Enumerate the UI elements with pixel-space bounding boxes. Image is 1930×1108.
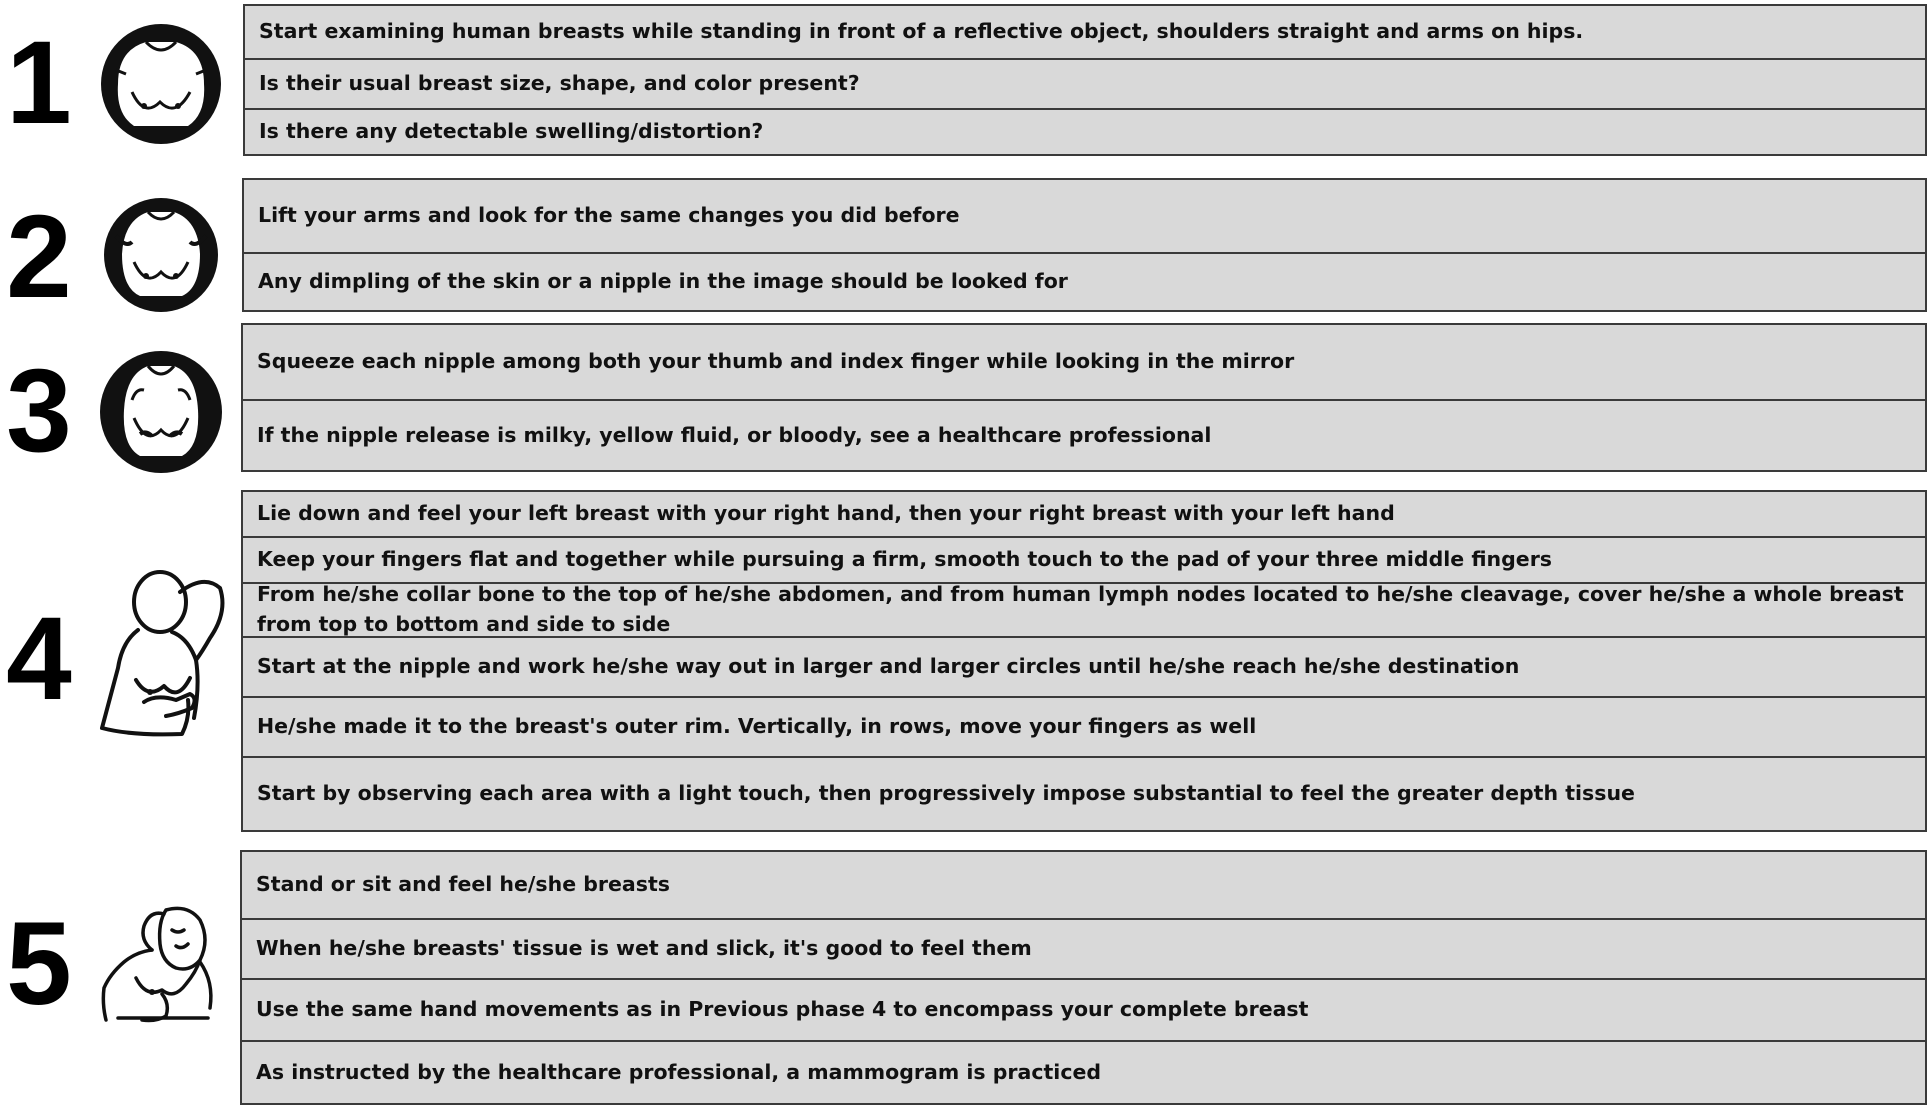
- standing-self-exam-icon: [96, 900, 224, 1024]
- instruction-row: From he/she collar bone to the top of he/she abdomen, and from human lymph nodes located to he/she cleavage, cover he/she a whole breast from top to bottom and side to side: [243, 582, 1925, 636]
- step-number-3: 3: [6, 345, 72, 477]
- instruction-row: Is there any detectable swelling/distortion?: [245, 108, 1925, 154]
- lying-down-self-exam-icon: [92, 568, 232, 744]
- step-4-instructions: [241, 490, 1927, 832]
- instruction-row: Any dimpling of the skin or a nipple in the image should be looked for: [244, 252, 1925, 310]
- instruction-row: Use the same hand movements as in Previous phase 4 to encompass your complete breast: [242, 978, 1925, 1040]
- instruction-row: Start examining human breasts while standing in front of a reflective object, shoulders straight and arms on hips.: [259, 19, 1584, 44]
- instruction-row: Is their usual breast size, shape, and color present?: [245, 58, 1925, 108]
- step-number-4: 4: [6, 593, 72, 725]
- step-number-1: 1: [6, 17, 72, 149]
- step-2-instructions: [242, 178, 1927, 312]
- step-number-2: 2: [6, 191, 72, 323]
- instruction-row: Lie down and feel your left breast with your right hand, then your right breast with your left hand: [257, 501, 1395, 526]
- instruction-row: As instructed by the healthcare professional, a mammogram is practiced: [242, 1040, 1925, 1103]
- step-1-instructions: [243, 4, 1927, 156]
- instruction-row: Squeeze each nipple among both your thumb and index finger while looking in the mirror: [257, 349, 1295, 374]
- step-3-instructions: [241, 323, 1927, 472]
- step-5-instructions: [240, 850, 1927, 1105]
- instruction-row: Keep your fingers flat and together while pursuing a firm, smooth touch to the pad of your three middle fingers: [243, 536, 1925, 582]
- instruction-row: Stand or sit and feel he/she breasts: [256, 872, 670, 897]
- instruction-row: Lift your arms and look for the same changes you did before: [258, 203, 960, 228]
- arms-raised-breasts-icon: [96, 196, 226, 314]
- step-number-5: 5: [6, 898, 72, 1030]
- instruction-row: When he/she breasts' tissue is wet and slick, it's good to feel them: [242, 918, 1925, 978]
- instruction-row: Start by observing each area with a light touch, then progressively impose substantial to feel the greater depth tissue: [243, 756, 1925, 830]
- instruction-row: He/she made it to the breast's outer rim. Vertically, in rows, move your fingers as well: [243, 696, 1925, 756]
- breasts-mirror-arms-on-hips-icon: [96, 22, 226, 146]
- squeeze-nipple-icon: [96, 348, 226, 476]
- instruction-row: Start at the nipple and work he/she way out in larger and larger circles until he/she reach he/she destination: [243, 636, 1925, 696]
- instruction-row: If the nipple release is milky, yellow fluid, or bloody, see a healthcare professional: [243, 399, 1925, 470]
